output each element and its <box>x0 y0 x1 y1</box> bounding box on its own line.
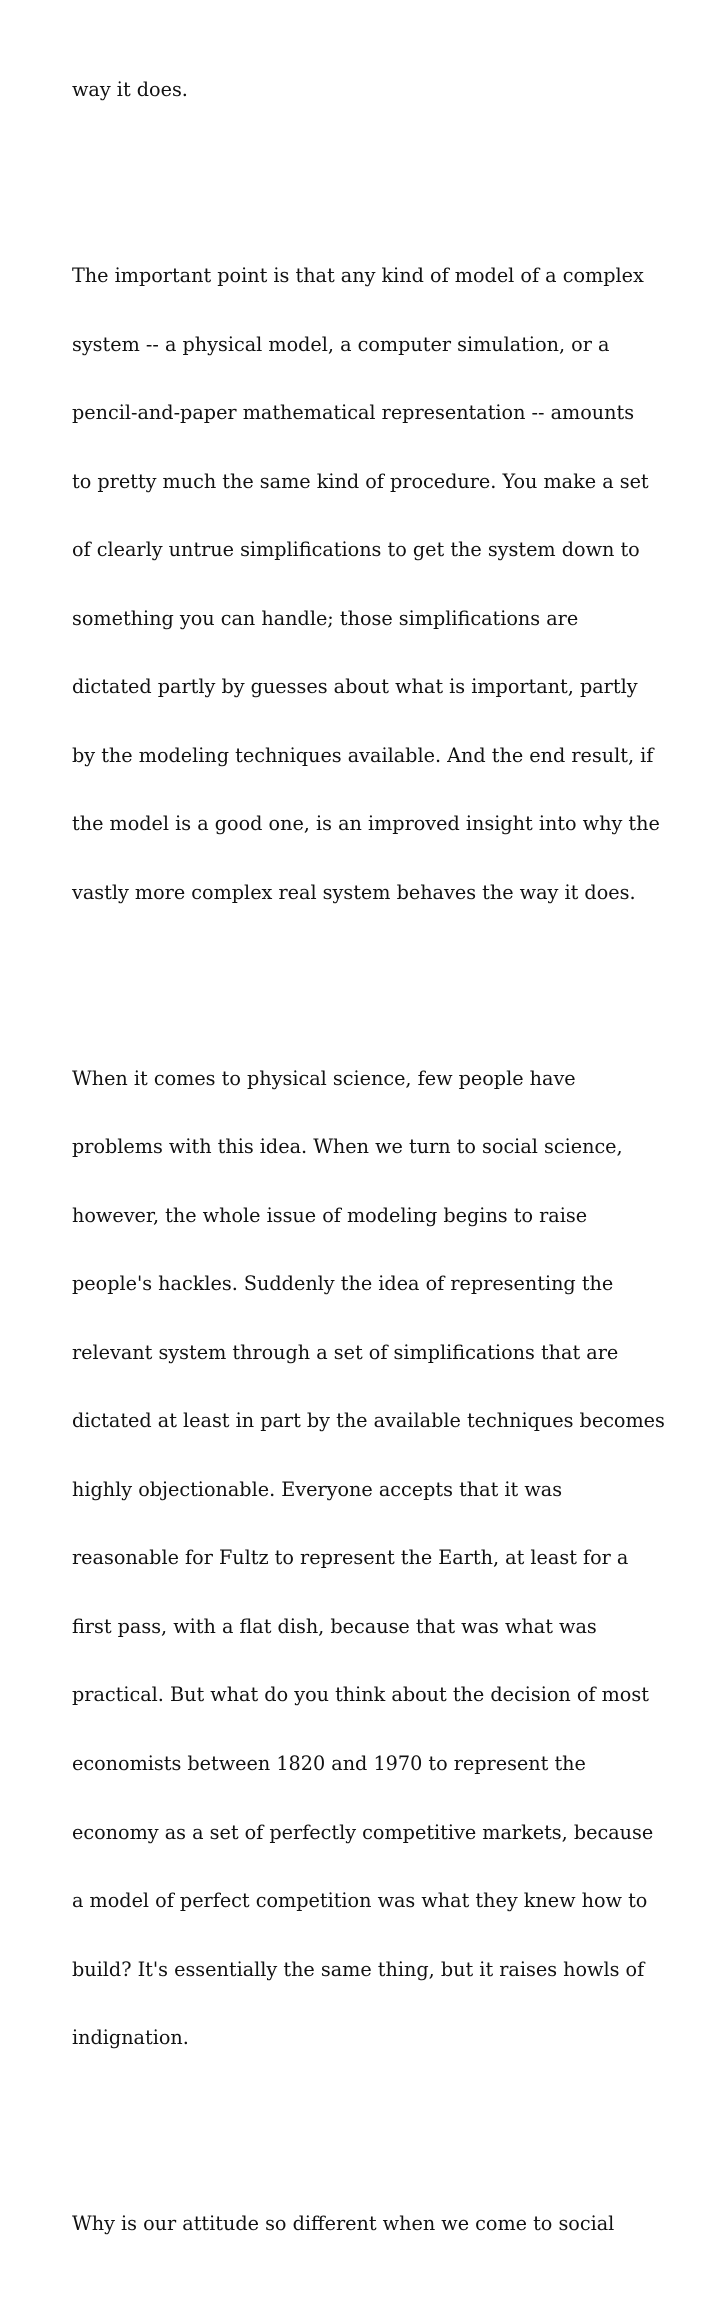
text-line: When it comes to physical science, few people have <box>72 1066 576 1090</box>
text-line: pencil-and-paper mathematical representation -- amounts <box>72 401 635 425</box>
text-line: people's hackles. Suddenly the idea of representing the <box>72 1272 614 1296</box>
text-line: practical. But what do you think about the decision of most <box>72 1683 649 1707</box>
text-line: to pretty much the same kind of procedure. You make a set <box>72 469 649 493</box>
text-line: build? It's essentially the same thing, but it raises howls of <box>72 1957 645 1981</box>
text-line: The important point is that any kind of model of a complex <box>72 264 644 288</box>
paragraph-fragment-top <box>72 34 652 148</box>
text-line: reasonable for Fultz to represent the Earth, at least for a <box>72 1546 629 1570</box>
text-line: by the modeling techniques available. And the end result, if <box>72 743 654 767</box>
paragraph-social-science <box>72 1022 665 2096</box>
paragraph-modeling-procedure <box>72 219 660 950</box>
text-line: first pass, with a flat dish, because that was what was <box>72 1614 597 1638</box>
text-line: economy as a set of perfectly competitive markets, because <box>72 1820 654 1844</box>
text-line: however, the whole issue of modeling begins to raise <box>72 1203 588 1227</box>
text-line: dictated at least in part by the available techniques becomes <box>72 1409 665 1433</box>
text-line: vastly more complex real system behaves the way it does. <box>72 880 636 904</box>
text-line: problems with this idea. When we turn to social science, <box>72 1135 623 1159</box>
paragraph-fragment-bottom <box>72 2167 652 2281</box>
text-line: Why is our attitude so different when we come to social <box>72 2211 615 2235</box>
document-page <box>72 0 665 2304</box>
text-line: system -- a physical model, a computer simulation, or a <box>72 332 610 356</box>
text-line: something you can handle; those simplifications are <box>72 606 579 630</box>
text-line: the model is a good one, is an improved insight into why the <box>72 812 660 836</box>
text-line: highly objectionable. Everyone accepts that it was <box>72 1477 563 1501</box>
text-line: of clearly untrue simplifications to get the system down to <box>72 538 640 562</box>
text-line: relevant system through a set of simplifications that are <box>72 1340 619 1364</box>
text-line: economists between 1820 and 1970 to represent the <box>72 1751 586 1775</box>
text-line: dictated partly by guesses about what is important, partly <box>72 675 638 699</box>
text-line: way it does. <box>72 78 188 102</box>
text-line: a model of perfect competition was what they knew how to <box>72 1889 648 1913</box>
text-line: indignation. <box>72 2026 189 2050</box>
